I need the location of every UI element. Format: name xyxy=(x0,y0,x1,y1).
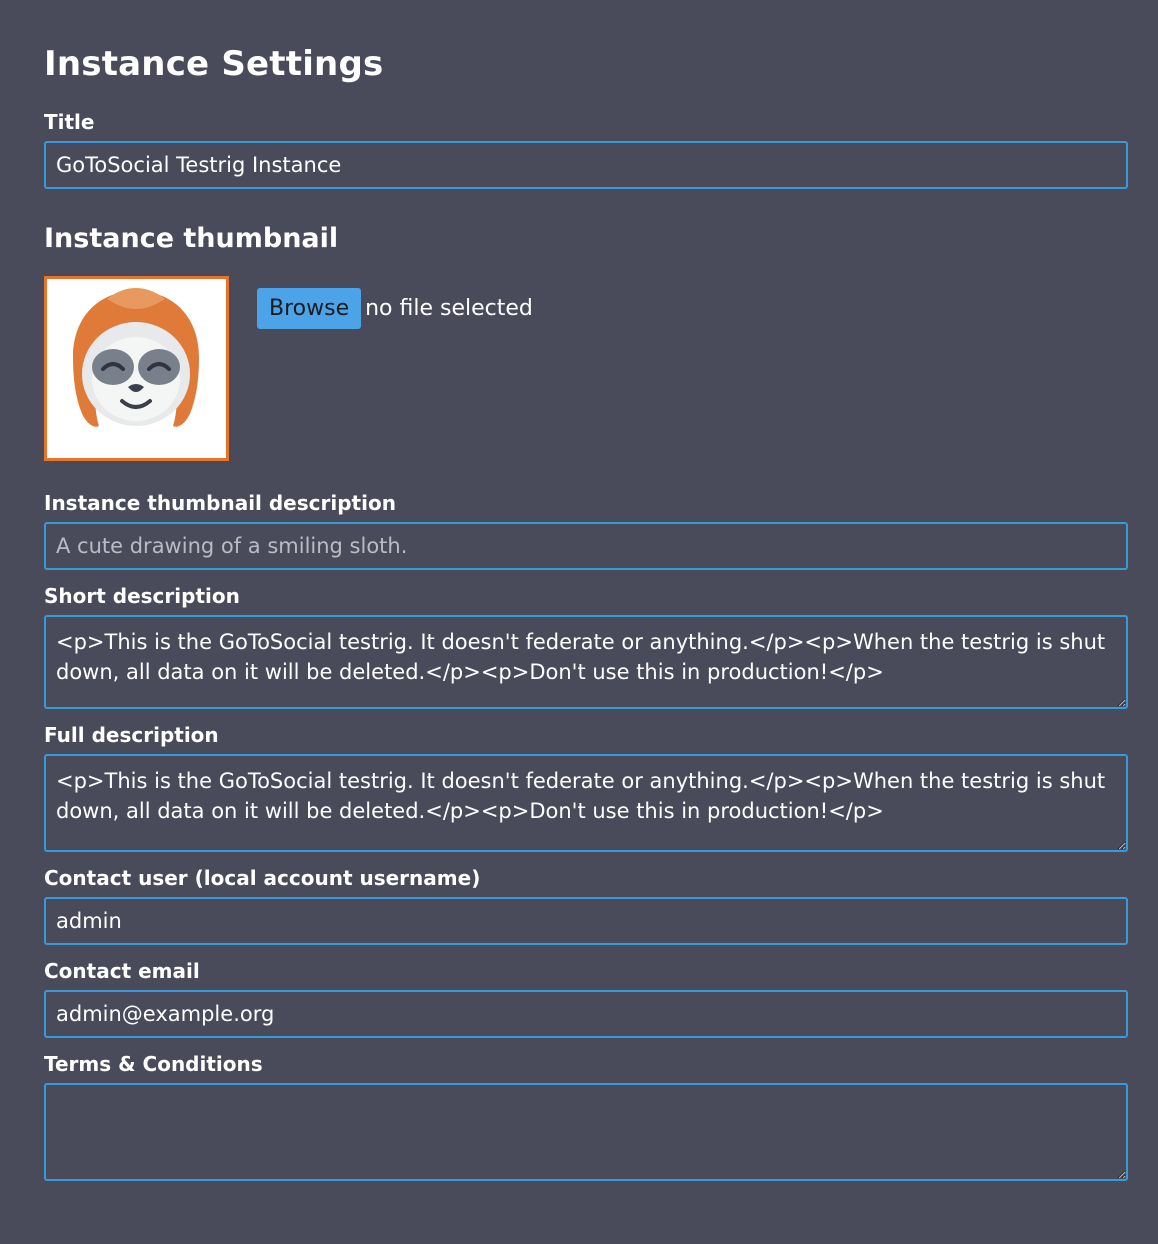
sloth-avatar-icon xyxy=(47,279,226,458)
short-description-textarea[interactable] xyxy=(44,615,1128,709)
field-contact-email xyxy=(44,959,1128,1038)
title-label: Title xyxy=(44,110,95,134)
contact-user-input[interactable] xyxy=(44,897,1128,945)
field-thumbnail-description xyxy=(44,491,1128,570)
title-input[interactable] xyxy=(44,141,1128,189)
full-description-textarea[interactable] xyxy=(44,754,1128,852)
thumbnail-description-label: Instance thumbnail description xyxy=(44,491,396,515)
thumbnail-description-input[interactable] xyxy=(44,522,1128,570)
field-short-description xyxy=(44,584,1128,709)
field-contact-user xyxy=(44,866,1128,945)
instance-thumbnail-heading: Instance thumbnail xyxy=(44,223,339,254)
contact-email-input[interactable] xyxy=(44,990,1128,1038)
terms-label: Terms & Conditions xyxy=(44,1052,263,1076)
instance-thumbnail-preview[interactable] xyxy=(44,276,229,461)
page-title: Instance Settings xyxy=(44,44,384,84)
terms-textarea[interactable] xyxy=(44,1083,1128,1181)
full-description-label: Full description xyxy=(44,723,219,747)
field-full-description xyxy=(44,723,1128,852)
field-terms xyxy=(44,1052,1128,1181)
file-picker xyxy=(257,288,533,329)
contact-user-label: Contact user (local account username) xyxy=(44,866,481,890)
contact-email-label: Contact email xyxy=(44,959,200,983)
file-status-text: no file selected xyxy=(365,296,533,321)
browse-button[interactable]: Browse xyxy=(257,288,361,329)
thumbnail-row xyxy=(44,276,1128,461)
field-title xyxy=(44,110,1128,189)
short-description-label: Short description xyxy=(44,584,240,608)
